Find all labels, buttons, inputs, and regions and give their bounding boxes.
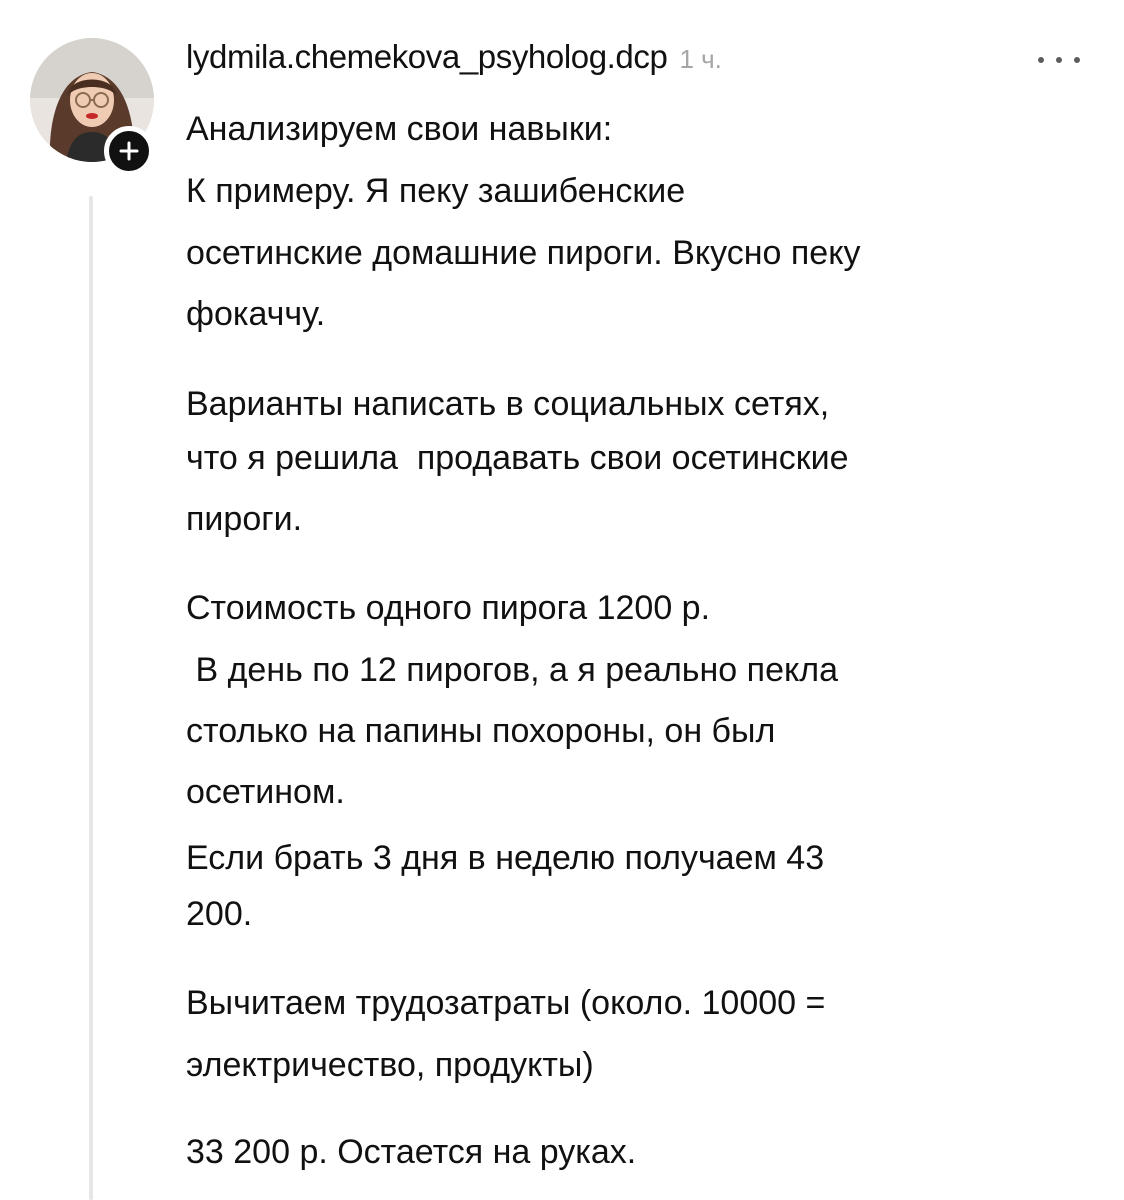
comment-line: Вычитаем трудозатраты (около. 10000 = (186, 984, 826, 1022)
plus-icon (118, 140, 140, 162)
ellipsis-icon (1038, 57, 1044, 63)
more-options-button[interactable] (1038, 52, 1080, 68)
username-link[interactable]: lydmila.chemekova_psyholog.dcp (186, 38, 668, 75)
comment-line: Стоимость одного пирога 1200 р. (186, 589, 711, 627)
comment-line: осетином. (186, 773, 345, 811)
comment-line: Анализируем свои навыки: (186, 110, 613, 148)
timestamp: 1 ч. (679, 44, 722, 74)
comment-line: фокаччу. (186, 295, 326, 333)
comment-line: осетинские домашние пироги. Вкусно пеку (186, 234, 861, 272)
comment-line: Если брать 3 дня в неделю получаем 43 (186, 839, 825, 877)
comment-line: 200. (186, 895, 253, 933)
comment-line: Варианты написать в социальных сетях, (186, 385, 830, 423)
comment-line: что я решила продавать свои осетинские (186, 439, 849, 477)
comment-line: К примеру. Я пеку зашибенские (186, 172, 686, 210)
comment-line: пироги. (186, 500, 303, 538)
comment-line: электричество, продукты) (186, 1046, 594, 1084)
comment-line: столько на папины похороны, он был (186, 712, 776, 750)
comment-line: 33 200 р. Остается на руках. (186, 1133, 637, 1171)
thread-line (89, 196, 93, 1200)
comment-header (186, 38, 722, 86)
comment-line: В день по 12 пирогов, а я реально пекла (186, 651, 838, 689)
follow-button[interactable] (104, 126, 154, 176)
